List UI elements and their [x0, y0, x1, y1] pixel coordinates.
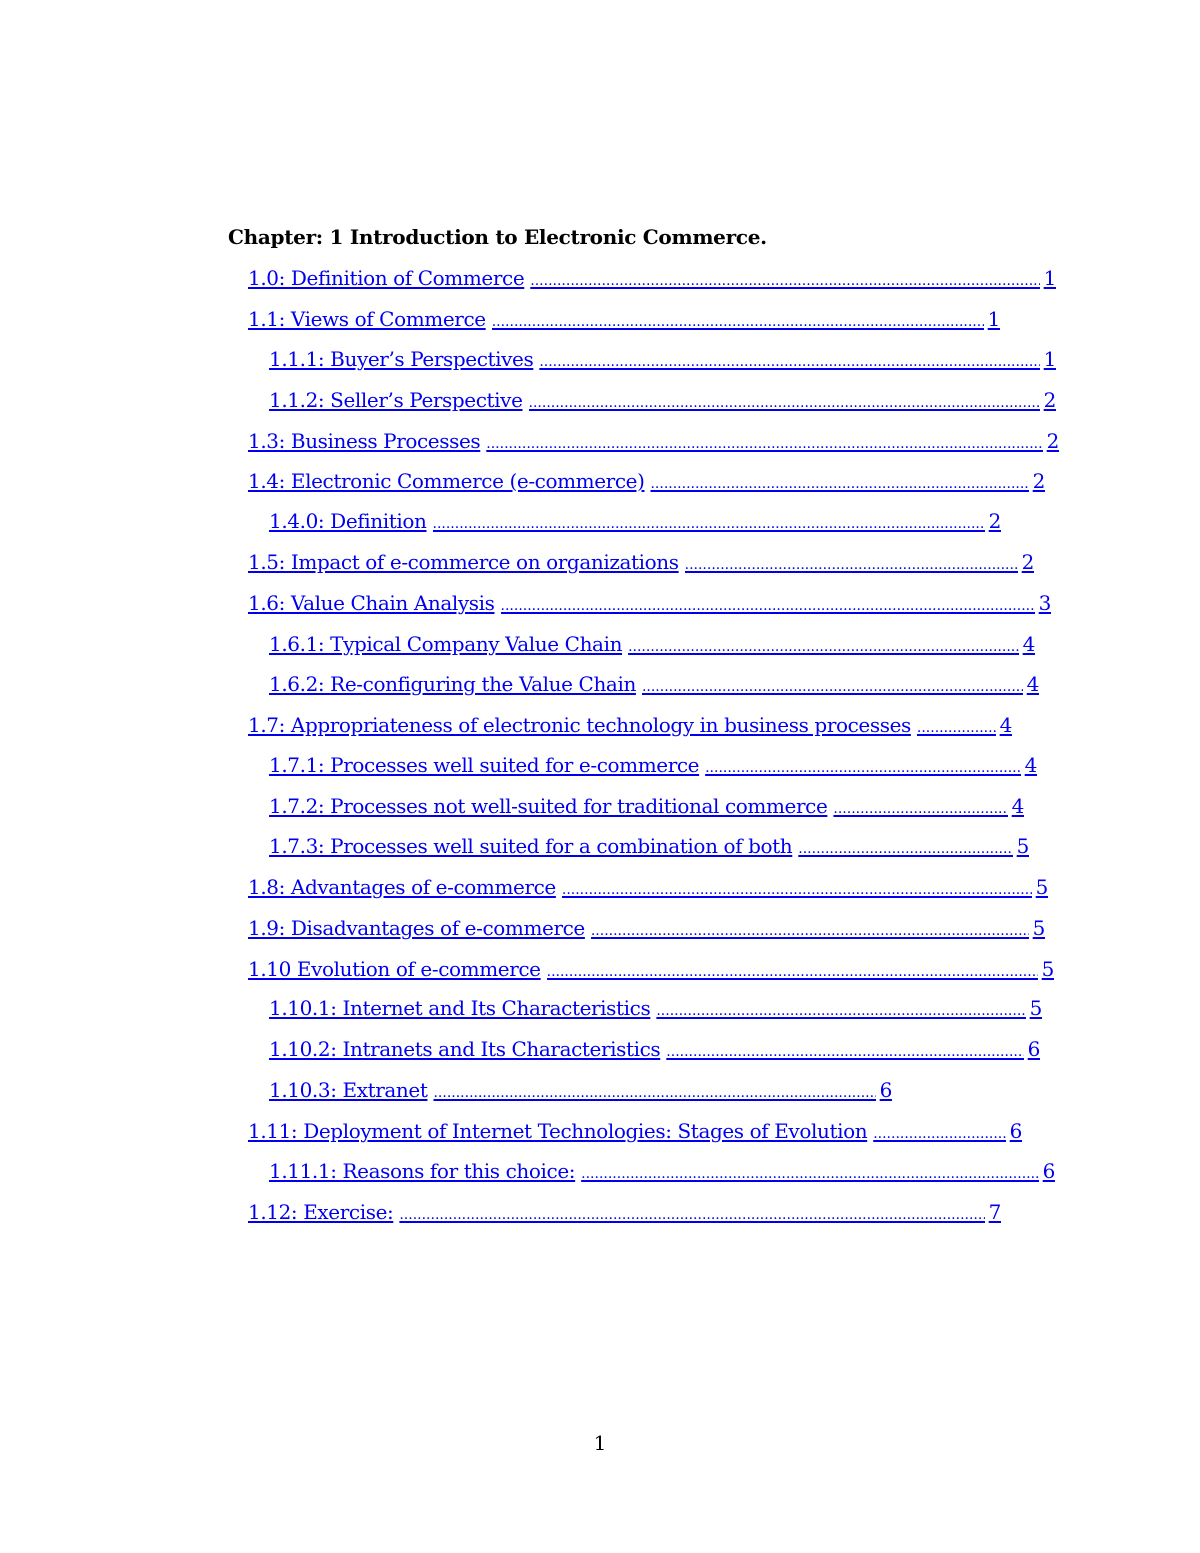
toc-entry-page: 4 — [1024, 753, 1037, 777]
toc-entry-page: 7 — [988, 1200, 1001, 1224]
toc-entry-page: 2 — [1021, 550, 1034, 574]
toc-entry-label: 1.7.1: Processes well suited for e-commerce — [269, 753, 700, 777]
toc-entry-page: 2 — [1046, 429, 1059, 453]
toc-entry-1-12[interactable] — [248, 1199, 1001, 1225]
toc-entry-1-6-1[interactable] — [269, 631, 1035, 657]
toc-entry-label: 1.6: Value Chain Analysis — [248, 591, 495, 615]
toc-entry-page: 5 — [1035, 875, 1048, 899]
toc-entry-1-6-2[interactable] — [269, 671, 1039, 697]
toc-entry-page: 5 — [1029, 996, 1042, 1020]
toc-entry-1-11-1[interactable] — [269, 1158, 1055, 1184]
toc-entry-1-10-2[interactable] — [269, 1036, 1040, 1062]
dot-leader — [917, 712, 996, 741]
dot-leader — [581, 1158, 1039, 1187]
toc-entry-1-8[interactable] — [248, 874, 1048, 900]
dot-leader — [433, 508, 985, 537]
dot-leader — [399, 1199, 984, 1228]
toc-entry-1-11[interactable] — [248, 1118, 1022, 1144]
toc-entry-page: 6 — [1009, 1119, 1022, 1143]
toc-entry-label: 1.10 Evolution of e-commerce — [248, 957, 541, 981]
dot-leader — [833, 793, 1007, 822]
toc-entry-page: 4 — [1011, 794, 1024, 818]
toc-entry-label: 1.1.2: Seller’s Perspective — [269, 388, 523, 412]
toc-entry-page: 2 — [1043, 388, 1056, 412]
toc-entry-label: 1.11.1: Reasons for this choice: — [269, 1159, 576, 1183]
dot-leader — [873, 1118, 1005, 1147]
toc-entry-page: 6 — [1027, 1037, 1040, 1061]
toc-entry-page: 2 — [988, 509, 1001, 533]
toc-entry-page: 5 — [1041, 957, 1054, 981]
toc-entry-label: 1.5: Impact of e-commerce on organizations — [248, 550, 679, 574]
toc-entry-1-3[interactable] — [248, 428, 1059, 454]
toc-entry-1-7-3[interactable] — [269, 833, 1029, 859]
toc-entry-1-4[interactable] — [248, 468, 1045, 494]
toc-entry-1-9[interactable] — [248, 915, 1045, 941]
dot-leader — [530, 265, 1039, 294]
toc-entry-label: 1.6.1: Typical Company Value Chain — [269, 632, 623, 656]
toc-entry-1-1-1[interactable] — [269, 346, 1056, 372]
dot-leader — [685, 549, 1018, 578]
dot-leader — [798, 833, 1012, 862]
dot-leader — [642, 671, 1023, 700]
dot-leader — [492, 306, 984, 335]
dot-leader — [539, 346, 1039, 375]
toc-entry-label: 1.7.2: Processes not well-suited for traditional commerce — [269, 794, 828, 818]
dot-leader — [666, 1036, 1023, 1065]
toc-entry-label: 1.10.1: Internet and Its Characteristics — [269, 996, 651, 1020]
dot-leader — [562, 874, 1032, 903]
toc-entry-label: 1.4.0: Definition — [269, 509, 427, 533]
toc-entry-1-1[interactable] — [248, 306, 1000, 332]
toc-entry-1-5[interactable] — [248, 549, 1034, 575]
dot-leader — [650, 468, 1028, 497]
dot-leader — [529, 387, 1040, 416]
toc-entry-label: 1.10.2: Intranets and Its Characteristics — [269, 1037, 661, 1061]
toc-entry-label: 1.12: Exercise: — [248, 1200, 394, 1224]
dot-leader — [433, 1077, 875, 1106]
toc-entry-page: 4 — [1026, 672, 1039, 696]
toc-entry-label: 1.7: Appropriateness of electronic technology in business processes — [248, 713, 911, 737]
toc-entry-page: 1 — [1043, 347, 1056, 371]
toc-entry-1-7-1[interactable] — [269, 752, 1037, 778]
toc-entry-page: 3 — [1038, 591, 1051, 615]
toc-entry-label: 1.10.3: Extranet — [269, 1078, 428, 1102]
toc-entry-1-10-3[interactable] — [269, 1077, 892, 1103]
toc-entry-1-10-1[interactable] — [269, 995, 1042, 1021]
toc-entry-label: 1.11: Deployment of Internet Technologies: Stages of Evolution — [248, 1119, 868, 1143]
dot-leader — [656, 995, 1025, 1024]
toc-entry-label: 1.8: Advantages of e-commerce — [248, 875, 556, 899]
toc-entry-page: 6 — [1042, 1159, 1055, 1183]
toc-entry-label: 1.9: Disadvantages of e-commerce — [248, 916, 585, 940]
dot-leader — [591, 915, 1029, 944]
toc-entry-page: 1 — [987, 307, 1000, 331]
toc-entry-label: 1.4: Electronic Commerce (e-commerce) — [248, 469, 645, 493]
toc-entry-label: 1.7.3: Processes well suited for a combination of both — [269, 834, 793, 858]
toc-entry-1-4-0[interactable] — [269, 508, 1001, 534]
toc-entry-page: 5 — [1016, 834, 1029, 858]
toc-entry-label: 1.1: Views of Commerce — [248, 307, 486, 331]
toc-entry-1-10[interactable] — [248, 956, 1054, 982]
toc-entry-1-7-2[interactable] — [269, 793, 1024, 819]
dot-leader — [705, 752, 1021, 781]
toc-entry-1-6[interactable] — [248, 590, 1051, 616]
toc-entry-label: 1.3: Business Processes — [248, 429, 481, 453]
toc-entry-page: 2 — [1032, 469, 1045, 493]
toc-entry-1-1-2[interactable] — [269, 387, 1056, 413]
dot-leader — [628, 631, 1019, 660]
toc-entry-label: 1.0: Definition of Commerce — [248, 266, 525, 290]
toc-entry-1-7[interactable] — [248, 712, 1012, 738]
toc-entry-label: 1.1.1: Buyer’s Perspectives — [269, 347, 534, 371]
toc-entry-label: 1.6.2: Re-configuring the Value Chain — [269, 672, 636, 696]
dot-leader — [486, 428, 1042, 457]
toc-entry-page: 4 — [1022, 632, 1035, 656]
page-number: 1 — [593, 1431, 607, 1455]
toc-entry-page: 5 — [1032, 916, 1045, 940]
toc-entry-page: 1 — [1043, 266, 1056, 290]
toc-entry-1-0[interactable] — [248, 265, 1056, 291]
chapter-heading: Chapter: 1 Introduction to Electronic Commerce. — [228, 225, 767, 249]
dot-leader — [547, 956, 1038, 985]
toc-entry-page: 4 — [999, 713, 1012, 737]
toc-entry-page: 6 — [879, 1078, 892, 1102]
dot-leader — [501, 590, 1035, 619]
